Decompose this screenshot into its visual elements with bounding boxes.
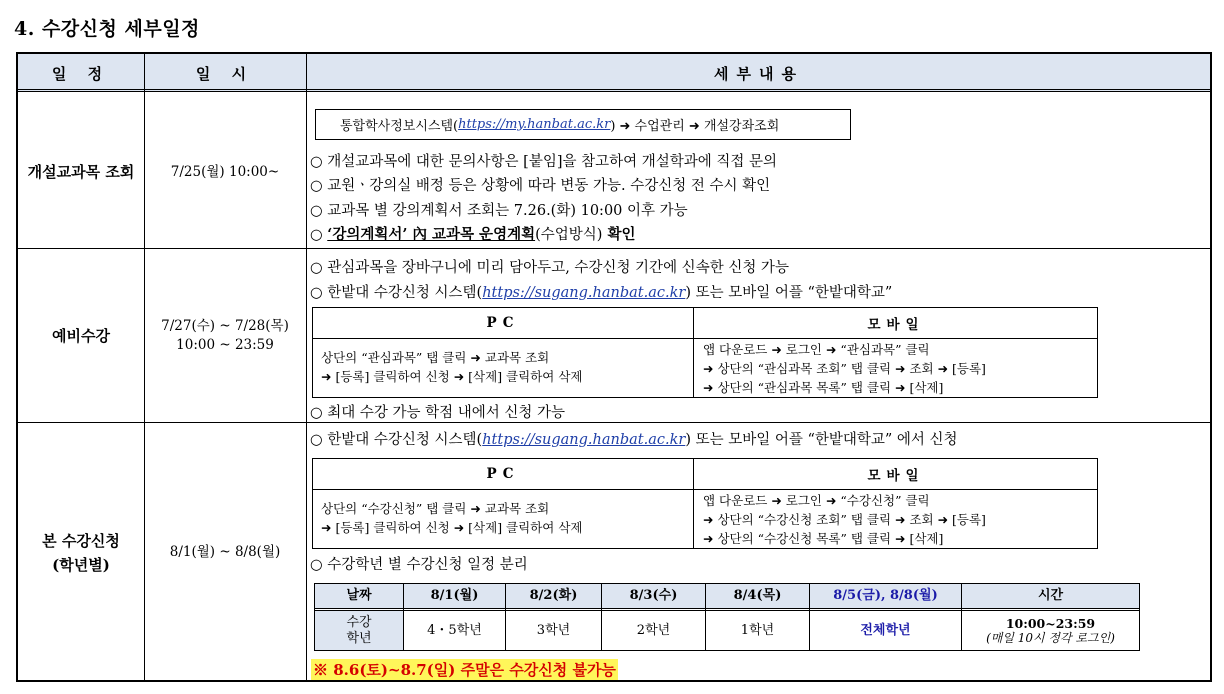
label-main: 본 수강신청 (42, 531, 120, 550)
sched-grade: 4・5학년 (427, 622, 482, 638)
path-text: 통합학사정보시스템( (340, 119, 459, 134)
system-text: ○ 한밭대 수강신청 시스템( (310, 285, 483, 301)
row-label-course-lookup: 개설교과목 조회 (27, 163, 135, 181)
divider (306, 54, 307, 680)
bullet-inquiry: ○ 개설교과목에 대한 문의사항은 [붙임]을 참고하여 개설학과에 직접 문의 (310, 154, 778, 170)
bullet-credit-limit: ○ 최대 수강 가능 학점 내에서 신청 가능 (310, 405, 566, 421)
header-details: 세부내용 (714, 64, 804, 83)
pc-step: 상단의 “수강신청” 탭 클릭 ➜ 교과목 조회 (321, 501, 550, 516)
sched-head-day: 8/4(목) (706, 584, 809, 608)
sched-grade-all: 전체학년 (860, 622, 911, 638)
table-header (18, 54, 1210, 92)
mobile-step: ➜ 상단의 “관심과목 조회” 탭 클릭 ➜ 조회 ➜ [등록] (703, 360, 986, 376)
sched-time (962, 611, 1139, 650)
time-range: 10:00 ~ 23:59 (176, 336, 274, 353)
row-date-main-registration: 8/1(월) ~ 8/8(월) (169, 544, 281, 561)
pc-mobile-table (312, 458, 1098, 549)
mobile-instructions (703, 341, 986, 397)
bullet-wishlist: ○ 관심과목을 장바구니에 미리 담아두고, 수강신청 기간에 신속한 신청 가능 (310, 260, 789, 276)
sched-grade: 1학년 (740, 622, 775, 638)
mobile-step: ➜ 상단의 “관심과목 목록” 탭 클릭 ➜ [삭제] (703, 379, 944, 395)
divider (313, 489, 1097, 490)
sched-head-day: 8/2(화) (506, 584, 601, 608)
pc-header: PC (486, 315, 520, 331)
bullet-grade-split: ○ 수강학년 별 수강신청 일정 분리 (310, 557, 528, 573)
system-text: ○ 한밭대 수강신청 시스템( (310, 432, 483, 448)
bullet-assignment: ○ 교원ㆍ강의실 배정 등은 상황에 따라 변동 가능. 수강신청 전 수시 확인 (310, 178, 771, 194)
header-schedule: 일 정 (51, 64, 111, 83)
sched-grade: 3학년 (536, 622, 571, 638)
divider (313, 338, 1097, 339)
row-date-pre-registration (144, 249, 306, 422)
system-text: ) 또는 모바일 어플 “한밭대학교” 에서 신청 (685, 432, 958, 448)
pc-instructions (321, 349, 582, 387)
bullet-apply-system (310, 428, 958, 449)
sched-head-day: 8/3(수) (602, 584, 705, 608)
mobile-instructions (703, 492, 986, 548)
system-text: ) 또는 모바일 어플 “한밭대학교” (685, 285, 893, 301)
path-box (315, 109, 851, 140)
bullet-system (310, 281, 892, 302)
time-range: 10:00~23:59 (1005, 615, 1096, 631)
login-note: (매일 10시 정각 로그인) (986, 630, 1115, 645)
mobile-step: 앱 다운로드 ➜ 로그인 ➜ “수강신청” 클릭 (703, 493, 930, 508)
sched-head-day: 8/5(금), 8/8(월) (810, 584, 961, 608)
plan-confirm: 확인 (602, 226, 636, 243)
grade-label-line: 수강 (346, 614, 372, 630)
bullet-plan (310, 223, 636, 244)
section-title: 4. 수강신청 세부일정 (14, 18, 200, 40)
sched-row-grade-label (315, 611, 403, 650)
mobile-header: 모바일 (867, 468, 925, 484)
grade-label-line: 학년 (346, 630, 372, 646)
mobile-step: 앱 다운로드 ➜ 로그인 ➜ “관심과목” 클릭 (703, 342, 930, 357)
pc-mobile-table (312, 307, 1098, 398)
plan-method: (수업방식) (535, 227, 603, 243)
schedule-table (16, 52, 1212, 682)
weekend-notice: ※ 8.6(토)~8.7(일) 주말은 수강신청 불가능 (313, 661, 616, 679)
sugang-link[interactable]: https://sugang.hanbat.ac.kr (482, 432, 686, 448)
grade-schedule-table (314, 583, 1140, 651)
row-label-main-registration (18, 423, 144, 682)
mobile-step: ➜ 상단의 “수강신청 목록” 탭 클릭 ➜ [삭제] (703, 530, 944, 546)
path-text: ) ➜ 수업관리 ➜ 개설강좌조회 (610, 119, 780, 134)
row-label-pre-registration: 예비수강 (52, 326, 110, 345)
bullet-syllabus: ○ 교과목 별 강의계획서 조회는 7.26.(화) 10:00 이후 가능 (310, 203, 688, 219)
pc-header: PC (486, 466, 520, 482)
sugang-link[interactable]: https://sugang.hanbat.ac.kr (482, 285, 686, 301)
plan-emphasis: ‘강의계획서’ 內 교과목 운영계획 (327, 226, 536, 243)
sched-head-time: 시간 (962, 584, 1139, 608)
pc-step: 상단의 “관심과목” 탭 클릭 ➜ 교과목 조회 (321, 350, 550, 365)
label-by-grade: (학년별) (52, 555, 110, 574)
header-datetime: 일 시 (195, 64, 255, 83)
pc-step: ➜ [등록] 클릭하여 신청 ➜ [삭제] 클릭하여 삭제 (321, 519, 583, 535)
sched-head-day: 8/1(월) (404, 584, 505, 608)
pc-step: ➜ [등록] 클릭하여 신청 ➜ [삭제] 클릭하여 삭제 (321, 368, 583, 384)
date-range: 7/27(수) ~ 7/28(목) (161, 317, 289, 334)
bullet-mark: ○ (310, 227, 328, 243)
portal-link[interactable]: https://my.hanbat.ac.kr (458, 117, 611, 132)
mobile-step: ➜ 상단의 “수강신청 조회” 탭 클릭 ➜ 조회 ➜ [등록] (703, 511, 986, 527)
mobile-header: 모바일 (867, 317, 925, 333)
sched-head-date: 날짜 (315, 584, 403, 608)
pc-instructions (321, 500, 582, 538)
sched-grade: 2학년 (636, 622, 671, 638)
row-date-course-lookup: 7/25(월) 10:00~ (170, 163, 280, 180)
